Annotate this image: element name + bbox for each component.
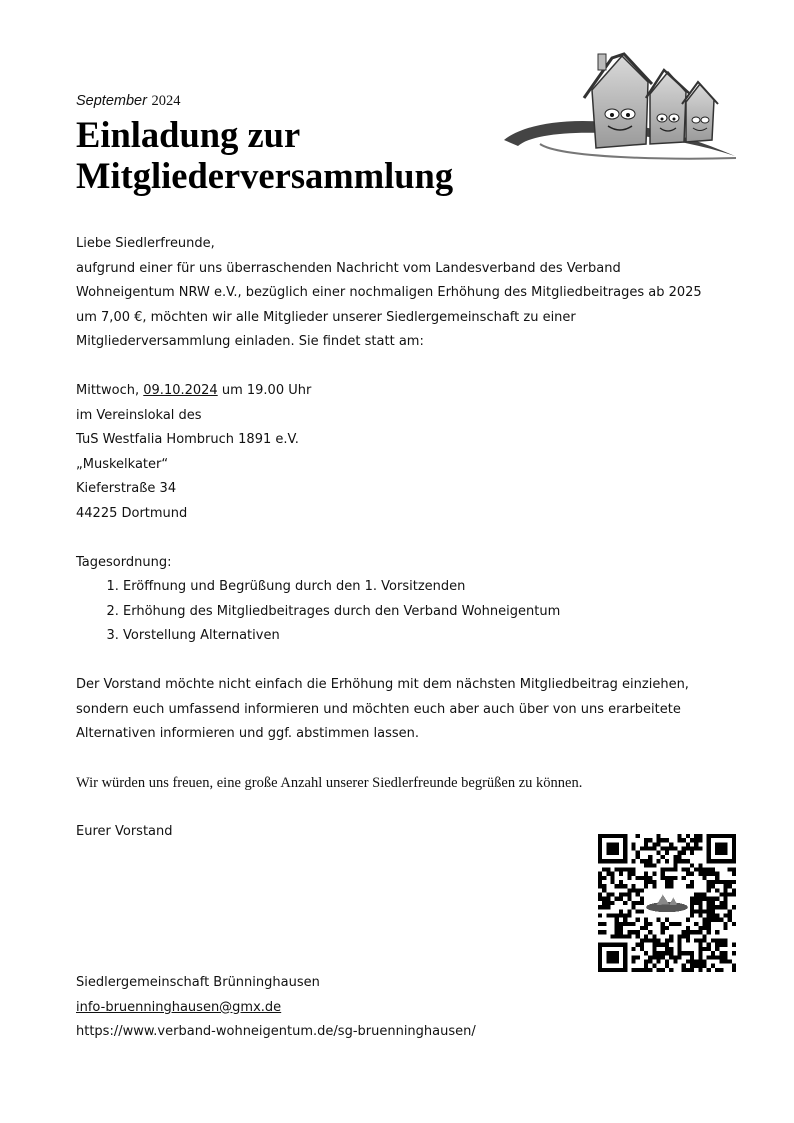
event-datetime bbox=[76, 379, 736, 404]
club-name: TuS Westfalia Hombruch 1891 e.V. bbox=[76, 432, 299, 447]
letter-body bbox=[76, 232, 736, 845]
venue-city: 44225 Dortmund bbox=[76, 505, 188, 521]
letter-date bbox=[76, 93, 181, 110]
event-weekday: Mittwoch, bbox=[76, 383, 144, 398]
qr-code-icon[interactable] bbox=[598, 834, 736, 972]
footer-website[interactable]: https://www.verband-wohneigentum.de/sg-bruenninghausen/ bbox=[76, 1024, 476, 1039]
houses-logo-icon bbox=[500, 48, 740, 168]
closing-wish: Wir würden uns freuen, eine große Anzahl unserer Siedlerfreunde begrüßen zu können. bbox=[76, 775, 583, 791]
venue-street: Kieferstraße 34 bbox=[76, 481, 177, 496]
footer bbox=[76, 971, 476, 1045]
agenda-list bbox=[76, 575, 736, 649]
title-line-2: Mitgliederversammlung bbox=[76, 155, 454, 196]
date-year: 2024 bbox=[151, 93, 181, 109]
explanation-line: Alternativen informieren und ggf. abstimmen lassen. bbox=[76, 726, 420, 741]
intro-line: aufgrund einer für uns überraschenden Nachricht vom Landesverband des Verband bbox=[76, 260, 621, 276]
footer-org: Siedlergemeinschaft Brünninghausen bbox=[76, 975, 320, 990]
intro-line: Mitgliederversammlung einladen. Sie findet statt am: bbox=[76, 334, 424, 349]
title-line-1: Einladung zur bbox=[76, 114, 301, 155]
footer-email-link[interactable]: info-bruenninghausen@gmx.de bbox=[76, 999, 282, 1015]
explanation-line: Der Vorstand möchte nicht einfach die Erhöhung mit dem nächsten Mitgliedbeitrag einziehen, bbox=[76, 677, 689, 692]
intro-line: Wohneigentum NRW e.V., bezüglich einer nochmaligen Erhöhung des Mitgliedbeitrages ab 2025 bbox=[76, 285, 702, 300]
signature: Eurer Vorstand bbox=[76, 824, 173, 839]
greeting: Liebe Siedlerfreunde, bbox=[76, 236, 215, 251]
event-time: um 19.00 Uhr bbox=[217, 383, 312, 398]
agenda-item: 2. Erhöhung des Mitgliedbeitrages durch den Verband Wohneigentum bbox=[123, 600, 736, 625]
event-date: 09.10.2024 bbox=[143, 383, 218, 398]
agenda-item: 1. Eröffnung und Begrüßung durch den 1. Vorsitzenden bbox=[123, 575, 736, 600]
explanation-line: sondern euch umfassend informieren und möchten euch aber auch über von uns erarbeitete bbox=[76, 701, 681, 717]
date-month: September bbox=[76, 93, 147, 109]
agenda-title: Tagesordnung: bbox=[76, 554, 172, 570]
intro-line: um 7,00 €, möchten wir alle Mitglieder unserer Siedlergemeinschaft zu einer bbox=[76, 309, 576, 325]
venue-name: „Muskelkater“ bbox=[76, 456, 169, 472]
page-title bbox=[76, 114, 453, 196]
venue-intro: im Vereinslokal des bbox=[76, 407, 202, 423]
agenda-item: 3. Vorstellung Alternativen bbox=[123, 624, 736, 649]
